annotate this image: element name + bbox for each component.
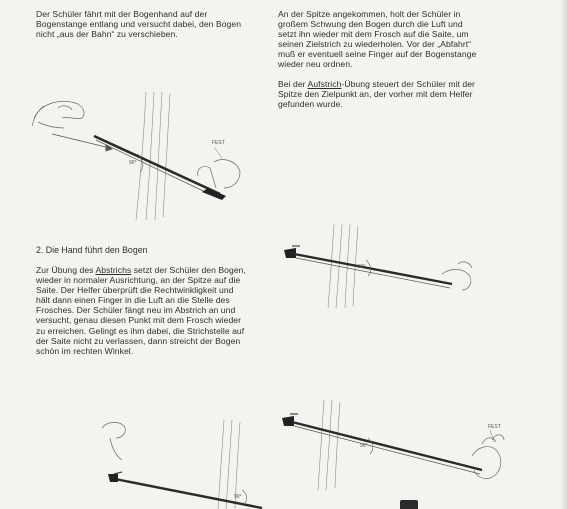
right-paragraph-2: Bei der Aufstrich-Übung steuert der Schüler mit der Spitze den Zielpunkt an, der vorher mit dem Helfer gefunden wurde. [278,78,475,109]
figure-2-angle-label: 90° [358,264,366,270]
right-paragraph-1: An der Spitze angekommen, holt der Schüler in großem Schwung den Bogen durch die Luft und setzt ihn wieder mit dem Frosch auf die Saite, um seinen Zielstrich zu wiederholen. Vor der „Abfahrt“ muß er eventuell seine Finger auf der Bogenstange wieder neu ordnen. [278,9,477,70]
aufstrich-underlined-term: Aufstrich [307,78,342,89]
left-paragraph-2-text: Zur Übung des Abstrichs setzt der Schüler den Bogen, wieder in normaler Ausrichtung, an der Spitze auf die Saite. Der Helfer überprüft die Rechtwinkligkeit und hält dann einen Finger in die Luft an die Stelle des Frosches. Der Schüler fängt neu im Abstrich an und versucht, genau diesen Punkt mit dem Frosch wieder zu erreichen. Gelingt es ihm dabei, die Strichstelle auf der Saite nicht zu verlassen, dann streicht der Bogen schön im rechten Winkel. [36,265,246,356]
figure-3-angle-label: 90° [360,443,368,449]
page-edge-shadow [561,0,567,509]
left-paragraph-1-text: Der Schüler fährt mit der Bogenhand auf der Bogenstange entlang und versucht dabei, den Bogen nicht „aus der Bahn“ zu verschieben. [36,9,242,40]
page-bottom-mark [400,500,418,509]
figure-4-angle-label: 90° [234,494,242,500]
figure-bow-sliding [28,92,258,220]
figure-1-fest-label: FEST [212,140,225,146]
abstrich-underlined-term: Abstrichs [95,265,132,275]
left-paragraph-2 [36,265,246,356]
section-heading: 2. Die Hand führt den Bogen [36,245,148,255]
figure-bow-at-point [282,400,512,490]
right-column [278,9,480,109]
figure-bow-on-string-right [282,224,482,308]
figure-1-angle-label: 90° [129,160,137,166]
figure-bow-bottom-left [92,420,272,509]
left-paragraph-1 [36,9,244,39]
figure-3-fest-label: FEST [488,424,501,430]
